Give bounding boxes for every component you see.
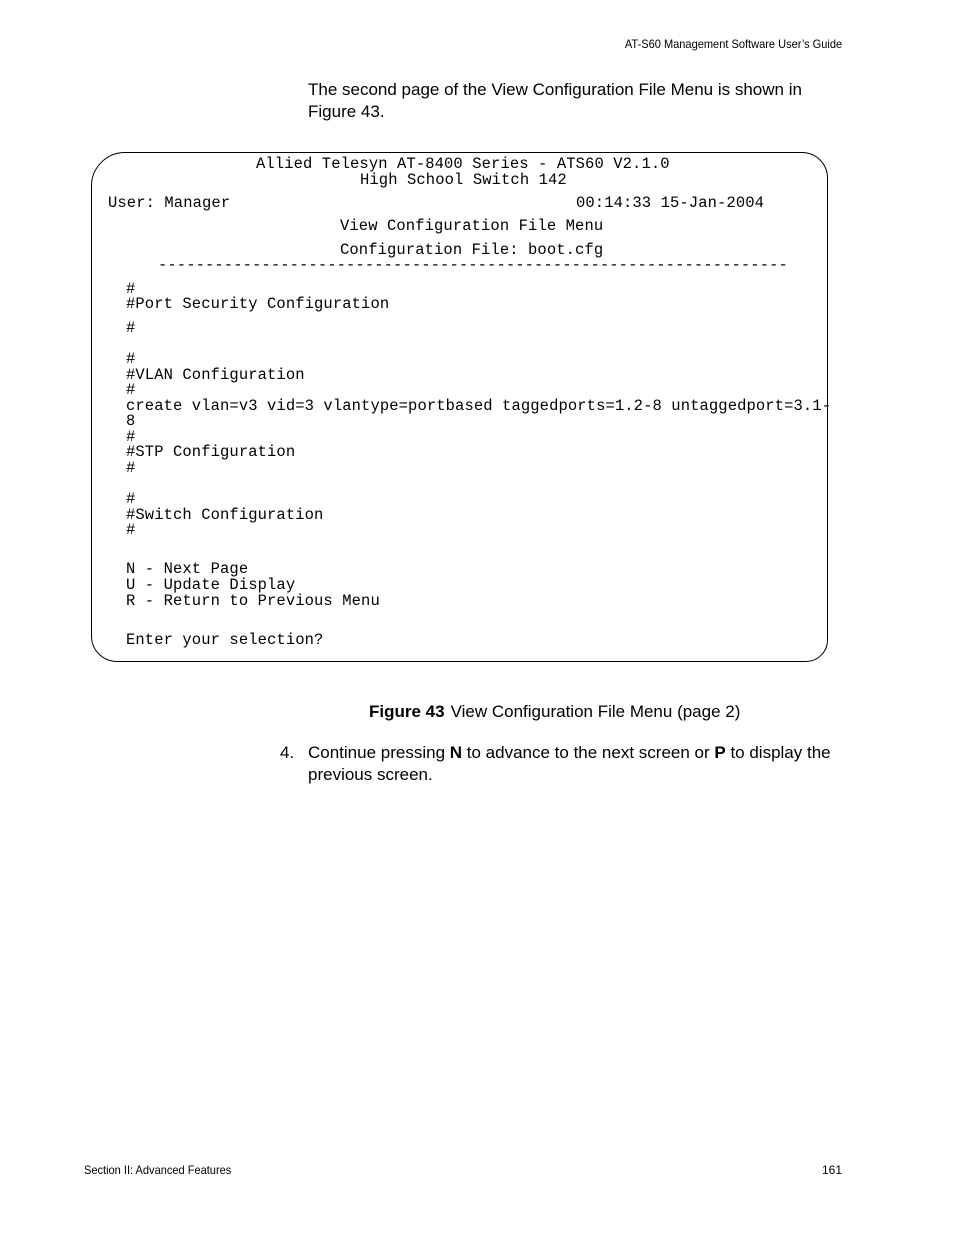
- step-text-part: to advance to the next screen or: [462, 743, 715, 762]
- config-line: #VLAN Configuration: [126, 366, 305, 384]
- page-number: 161: [821, 1163, 842, 1177]
- terminal-timestamp: 00:14:33 15-Jan-2004: [576, 194, 765, 212]
- terminal-user: User: Manager: [108, 194, 231, 212]
- config-line: #: [126, 521, 136, 539]
- terminal-config-file: Configuration File: boot.cfg: [340, 241, 604, 259]
- step-text-part: to display the previous screen.: [308, 743, 831, 784]
- step-text: [308, 742, 850, 786]
- config-line: create vlan=v3 vid=3 vlantype=portbased taggedports=1.2-8 untaggedport=3.1-: [126, 397, 832, 415]
- figure-title: View Configuration File Menu (page 2): [450, 702, 741, 721]
- menu-option-update-display: U - Update Display: [126, 576, 296, 594]
- menu-option-return: R - Return to Previous Menu: [126, 592, 380, 610]
- config-line: #: [126, 381, 136, 399]
- figure-caption: [369, 702, 740, 722]
- config-line: #: [126, 428, 136, 446]
- config-line: #: [126, 490, 136, 508]
- config-line: #: [126, 350, 136, 368]
- terminal-menu-title: View Configuration File Menu: [340, 217, 604, 235]
- config-line: #Switch Configuration: [126, 506, 324, 524]
- footer-section: Section II: Advanced Features: [84, 1163, 232, 1177]
- config-line: #STP Configuration: [126, 443, 296, 461]
- running-header: AT-S60 Management Software User’s Guide: [624, 37, 842, 51]
- figure-number: Figure 43: [369, 702, 445, 721]
- key-n: N: [449, 743, 463, 762]
- selection-prompt: Enter your selection?: [126, 631, 324, 649]
- terminal-divider: -------------------------------------------------------------------: [158, 256, 788, 274]
- terminal-title-line: Allied Telesyn AT-8400 Series - ATS60 V2.1.0: [256, 155, 670, 173]
- step-text-part: Continue pressing: [308, 743, 450, 762]
- terminal-switch-name: High School Switch 142: [360, 171, 567, 189]
- intro-paragraph: The second page of the View Configuration File Menu is shown in Figure 43.: [308, 80, 802, 121]
- config-line: #: [126, 280, 136, 298]
- config-line: 8: [126, 412, 136, 430]
- config-line: #Port Security Configuration: [126, 295, 390, 313]
- menu-option-next-page: N - Next Page: [126, 560, 249, 578]
- step-item: [280, 742, 850, 786]
- config-line: #: [126, 319, 136, 337]
- config-line: #: [126, 459, 136, 477]
- key-p: P: [714, 743, 726, 762]
- step-number: 4.: [280, 743, 295, 762]
